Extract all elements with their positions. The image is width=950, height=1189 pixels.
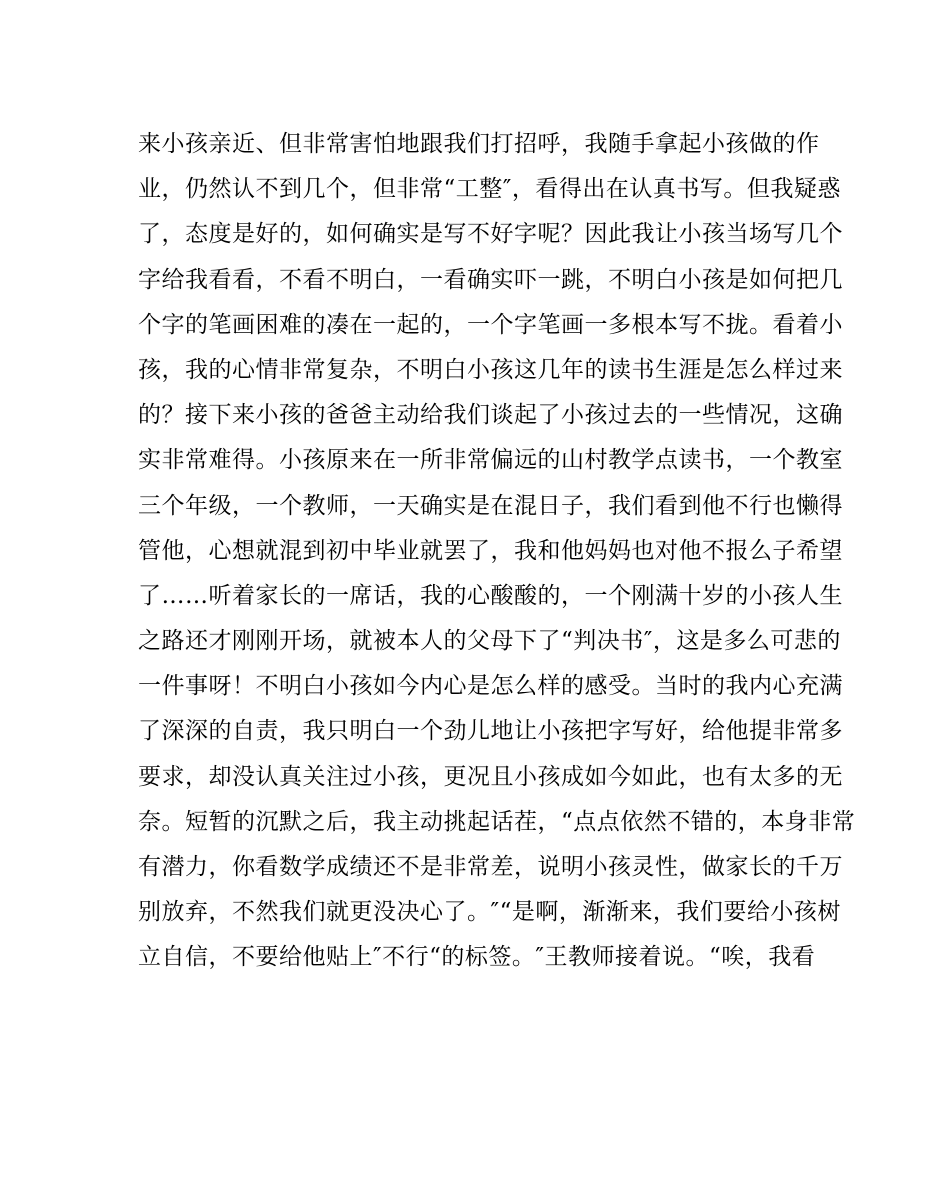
text-line-1: 来小孩亲近、但非常害怕地跟我们打招呼，我随手拿起小孩做的作 bbox=[138, 131, 820, 157]
text-line-6: 孩，我的心情非常复杂，不明白小孩这几年的读书生涯是怎么样过来 bbox=[138, 356, 843, 383]
text-line-13: 一件事呀！不明白小孩如今内心是怎么样的感受。当时的我内心充满 bbox=[138, 673, 843, 700]
text-line-18: 别放弃，不然我们就更没决心了。″“是啊，渐渐来，我们要给小孩树 bbox=[138, 899, 841, 926]
text-line-8: 实非常难得。小孩原来在一所非常偏远的山村教学点读书，一个教室 bbox=[138, 447, 843, 474]
text-line-14: 了深深的自责，我只明白一个劲儿地让小孩把字写好，给他提非常多 bbox=[138, 718, 843, 745]
text-line-3: 了，态度是好的，如何确实是写不好字呢？因此我让小孩当场写几个 bbox=[138, 221, 843, 248]
text-line-16: 奈。短暂的沉默之后，我主动挑起话茬，“点点依然不错的，本身非常 bbox=[138, 808, 856, 835]
text-line-15: 要求，却没认真关注过小孩，更况且小孩成如今如此，也有太多的无 bbox=[138, 763, 843, 790]
body-text bbox=[138, 122, 856, 981]
text-line-2: 业，仍然认不到几个，但非常“工整″，看得出在认真书写。但我疑惑 bbox=[138, 176, 841, 203]
text-line-9: 三个年级，一个教师，一天确实是在混日子，我们看到他不行也懒得 bbox=[138, 492, 843, 519]
text-line-5: 个字的笔画困难的凑在一起的，一个字笔画一多根本写不拢。看着小 bbox=[138, 311, 843, 338]
text-line-10: 管他，心想就混到初中毕业就罢了，我和他妈妈也对他不报么子希望 bbox=[138, 537, 843, 564]
text-line-17: 有潜力，你看数学成绩还不是非常差，说明小孩灵性，做家长的千万 bbox=[138, 854, 843, 880]
text-line-7: 的？接下来小孩的爸爸主动给我们谈起了小孩过去的一些情况，这确 bbox=[138, 402, 843, 429]
text-line-4: 字给我看看，不看不明白，一看确实吓一跳，不明白小孩是如何把几 bbox=[138, 266, 843, 293]
text-line-11: 了……听着家长的一席话，我的心酸酸的，一个刚满十岁的小孩人生 bbox=[138, 582, 843, 609]
text-line-19: 立自信，不要给他贴上″不行“的标签。″王教师接着说。“唉，我看 bbox=[138, 944, 816, 971]
text-line-12: 之路还才刚刚开场，就被本人的父母下了“判决书″，这是多么可悲的 bbox=[138, 628, 841, 655]
